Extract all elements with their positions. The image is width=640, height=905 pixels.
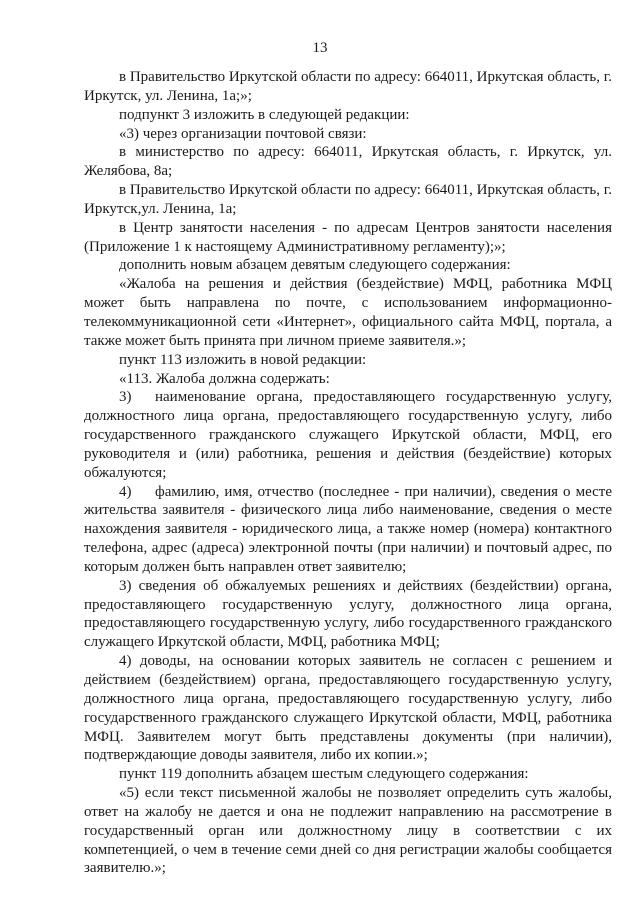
paragraph: 4) доводы, на основании которых заявитель не согласен с решением и действием (бездействием) органа, предоставляющего государственную услугу, должностного лица органа, предоставляющего государственную услугу, либо государственного гражданского служащего Иркутской области, МФЦ, работника МФЦ. Заявителем могут быть представлены документы (при наличии), подтверждающие доводы заявителя, либо их копии.»;	[84, 653, 612, 764]
document-body	[84, 68, 612, 878]
item-number: 3)	[119, 389, 132, 406]
numbered-item	[84, 388, 612, 482]
paragraph: подпункт 3 изложить в следующей редакции:	[119, 106, 410, 123]
paragraph: в Центр занятости населения - по адресам Центров занятости населения (Приложение 1 к настоящему Административному регламенту);»;	[84, 219, 612, 255]
paragraph: в Правительство Иркутской области по адресу: 664011, Иркутская область, г. Иркутск, ул. Ленина, 1а;»;	[84, 69, 612, 104]
paragraph: в Правительство Иркутской области по адресу: 664011, Иркутская область, г. Иркутск,ул. Ленина, 1а;	[84, 182, 612, 217]
paragraph: в министерство по адресу: 664011, Иркутская область, г. Иркутск, ул. Желябова, 8а;	[84, 144, 612, 180]
paragraph: «3) через организации почтовой связи:	[119, 125, 367, 142]
item-text: наименование органа, предоставляющего государственную услугу, должностного лица органа, предоставляющего государственную услугу, либо государственного гражданского служащего Иркутской области, МФЦ, его руководителя и (или) работника, решения и действия (бездействие) которых обжалуются;	[84, 389, 612, 481]
item-number: 4)	[119, 483, 132, 500]
paragraph: дополнить новым абзацем девятым следующего содержания:	[119, 257, 511, 274]
paragraph: пункт 113 изложить в новой редакции:	[119, 351, 367, 368]
paragraph: «Жалоба на решения и действия (бездействие) МФЦ, работника МФЦ может быть направлена по почте, с использованием информационно-телекоммуникационной сети «Интернет», официального сайта МФЦ, портала, а также может быть принята при личном приеме заявителя.»;	[84, 276, 612, 349]
item-text: фамилию, имя, отчество (последнее - при наличии), сведения о месте жительства заявителя - физического лица либо наименование, сведения о месте нахождения заявителя - юридического лица, а также номер (номера) контактного телефона, адрес (адреса) электронной почты (при наличии) и почтовый адрес, по которым должен быть направлен ответ заявителю;	[84, 483, 612, 575]
page-number: 13	[312, 40, 328, 56]
paragraph: «113. Жалоба должна содержать:	[119, 370, 330, 387]
numbered-item	[84, 483, 612, 577]
paragraph: 3) сведения об обжалуемых решениях и действиях (бездействии) органа, предоставляющего государственную услугу, должностного лица органа, предоставляющего государственную услугу, либо государственного гражданского служащего Иркутской области, МФЦ, работника МФЦ;	[84, 577, 612, 651]
paragraph: пункт 119 дополнить абзацем шестым следующего содержания:	[119, 766, 529, 783]
paragraph: «5) если текст письменной жалобы не позволяет определить суть жалобы, ответ на жалобу не дается и она не подлежит направлению на рассмотрение в государственный орган или должностному лицу в соответствии с их компетенцией, о чем в течение семи дней со дня регистрации жалобы сообщается заявителю.»;	[84, 785, 612, 877]
